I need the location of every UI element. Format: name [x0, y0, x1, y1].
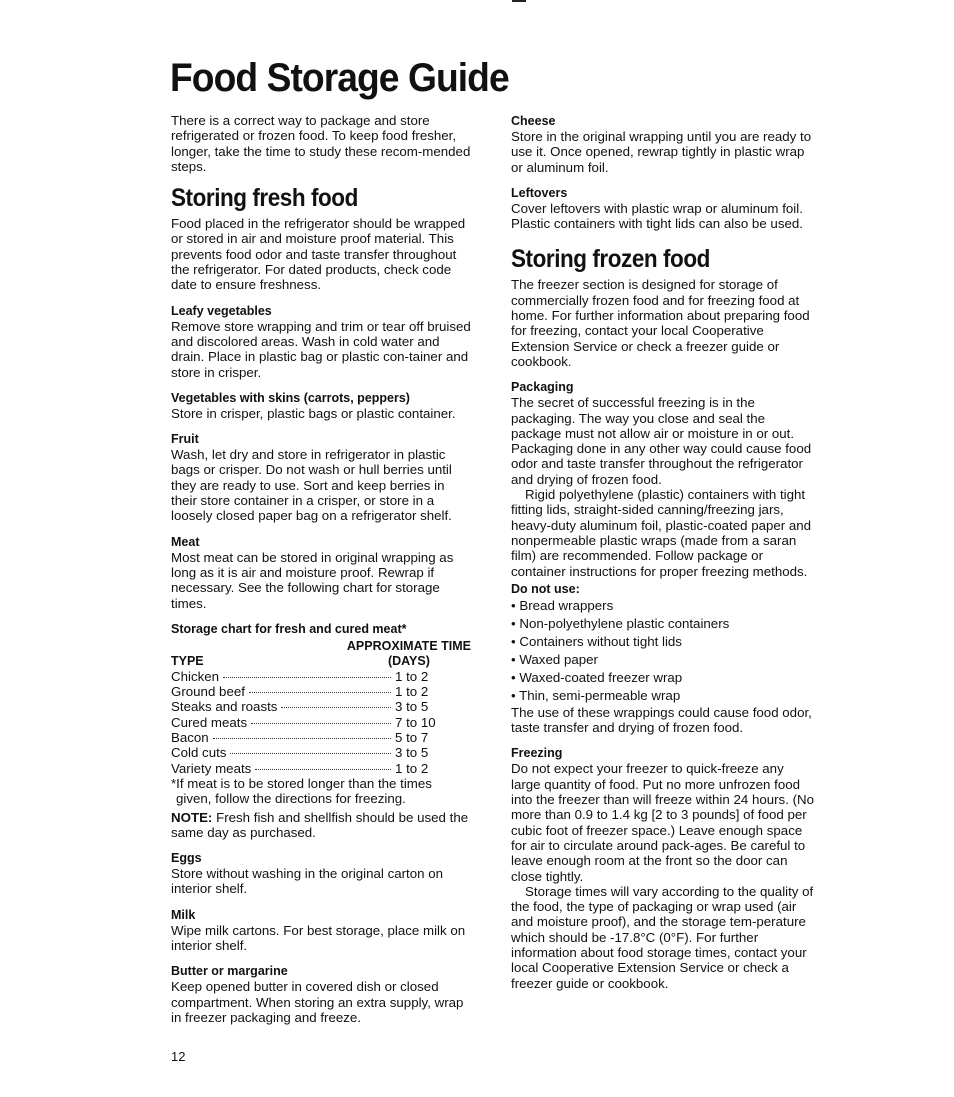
chart-row	[171, 684, 437, 699]
chart-row-type: Variety meats	[171, 760, 252, 776]
frozen-food-intro: The freezer section is designed for storage of commercially frozen food and for freezing food at home. For further information about preparing food for freezing, contact your local Cooperative Extension Service or check a freezer guide or cookbook.	[511, 277, 810, 369]
meat-chart-rows	[171, 669, 471, 776]
leftovers-text: Cover leftovers with plastic wrap or aluminum foil. Plastic containers with tight lids can also be used.	[511, 200, 803, 232]
scan-mark	[512, 0, 526, 2]
chart-row-days: 1 to 2	[395, 684, 429, 700]
note-label: NOTE:	[171, 809, 213, 825]
cheese-heading: Cheese	[511, 114, 556, 128]
chart-row-leader	[249, 692, 391, 693]
fruit-text: Wash, let dry and store in refrigerator in plastic bags or crisper. Do not wash or hull berries until they are ready to use. Sort and keep berries in their store container in a crisper, or store in a loosely closed paper bag on a refrigerator shelf.	[171, 447, 452, 524]
chart-row-days: 3 to 5	[395, 745, 429, 761]
chart-row-days: 7 to 10	[395, 714, 436, 730]
chart-row-leader	[230, 753, 391, 754]
leafy-vegetables-heading: Leafy vegetables	[171, 303, 272, 318]
freezing-text-2: Storage times will vary according to the quality of the food, the type of packaging or wrap used (air and moisture proof), and the storage tem-perature which should be -17.8°C (0°F). For further information about food storage times, contact your local Cooperative Extension Service or check a freezer guide or cookbook.	[511, 883, 814, 991]
milk-heading: Milk	[171, 907, 196, 922]
do-not-use-after: The use of these wrappings could cause food odor, taste transfer and drying of frozen food.	[511, 704, 812, 736]
chart-row	[171, 669, 437, 684]
chart-row-type: Ground beef	[171, 684, 245, 700]
chart-row-leader	[255, 769, 391, 770]
packaging-text-1: The secret of successful freezing is in the packaging. The way you close and seal the package must not allow air or moisture in or out. Packaging done in any other way could cause food odor and taste transfer throughout the refrigerator and drying of frozen food.	[511, 395, 812, 487]
milk-text: Wipe milk cartons. For best storage, place milk on interior shelf.	[171, 922, 466, 953]
chart-row	[171, 730, 437, 745]
leafy-vegetables-text: Remove store wrapping and trim or tear off bruised and discolored areas. Wash in cold water and drain. Place in plastic bag or plastic con-tainer and store in crisper.	[171, 318, 471, 380]
chart-row-leader	[213, 738, 391, 739]
do-not-use-item: • Containers without tight lids	[511, 633, 816, 651]
right-column	[511, 113, 816, 991]
chart-col-days-label: (DAYS)	[387, 653, 430, 668]
chart-row-type: Cured meats	[171, 714, 248, 730]
do-not-use-item: • Non-polyethylene plastic containers	[511, 615, 816, 633]
chart-row-days: 3 to 5	[395, 699, 429, 715]
left-column	[171, 113, 471, 1025]
cheese-text: Store in the original wrapping until you are ready to use it. Once opened, rewrap tightly in plastic wrap or aluminum foil.	[511, 129, 812, 175]
do-not-use-item: • Waxed paper	[511, 651, 816, 669]
chart-row-leader	[281, 707, 391, 708]
chart-row-days: 1 to 2	[395, 668, 429, 684]
do-not-use-heading: Do not use:	[511, 581, 580, 596]
fruit-heading: Fruit	[171, 432, 199, 447]
meat-text: Most meat can be stored in original wrapping as long as it is air and moisture proof. Rewrap if necessary. See the following chart for storage times.	[171, 549, 454, 611]
eggs-text: Store without washing in the original carton on interior shelf.	[171, 866, 444, 897]
chart-row-type: Bacon	[171, 730, 209, 746]
chart-row-type: Steaks and roasts	[171, 699, 278, 715]
frozen-food-heading: Storing frozen food	[511, 245, 710, 274]
packaging-text-2: Rigid polyethylene (plastic) containers with tight fitting lids, straight-sided canning/freezing jars, heavy-duty aluminum foil, plastic-coated paper and nonpermeable plastic wraps (made from a saran film) are recommended. Follow package or container instructions for proper freezing methods.	[511, 487, 812, 579]
do-not-use-item: • Waxed-coated freezer wrap	[511, 669, 816, 687]
chart-row-type: Cold cuts	[171, 745, 227, 761]
vegetables-skins-heading: Vegetables with skins (carrots, peppers)	[171, 390, 410, 405]
do-not-use-item: • Bread wrappers	[511, 597, 816, 615]
eggs-heading: Eggs	[171, 851, 202, 866]
chart-row-days: 1 to 2	[395, 760, 429, 776]
chart-row	[171, 745, 437, 760]
chart-footnote: *If meat is to be stored longer than the times given, follow the directions for freezing.	[171, 775, 432, 807]
chart-row	[171, 699, 437, 714]
vegetables-skins-text: Store in crisper, plastic bags or plastic container.	[171, 405, 456, 421]
fresh-food-intro: Food placed in the refrigerator should be wrapped or stored in air and moisture proof material. This prevents food odor and taste transfer throughout the refrigerator. For dated products, check code date to ensure freshness.	[171, 216, 466, 293]
chart-col-type: TYPE	[171, 653, 204, 668]
chart-row-type: Chicken	[171, 668, 220, 684]
fish-note	[171, 810, 471, 841]
butter-text: Keep opened butter in covered dish or closed compartment. When storing an extra supply, wrap in freezer packaging and freeze.	[171, 979, 464, 1025]
chart-row-days: 5 to 7	[395, 730, 429, 746]
chart-row	[171, 715, 437, 730]
freezing-heading: Freezing	[511, 746, 563, 761]
page-number: 12	[171, 1049, 186, 1064]
chart-col-time-label: APPROXIMATE TIME	[346, 638, 471, 653]
intro-text: There is a correct way to package and store refrigerated or frozen food. To keep food fresher, longer, take the time to study these recom-mended steps.	[171, 113, 471, 174]
butter-heading: Butter or margarine	[171, 964, 288, 979]
fresh-food-heading: Storing fresh food	[171, 184, 358, 213]
leftovers-heading: Leftovers	[511, 185, 568, 200]
meat-chart-heading: Storage chart for fresh and cured meat*	[171, 621, 407, 636]
do-not-use-item: • Thin, semi-permeable wrap	[511, 687, 816, 705]
chart-row	[171, 761, 437, 776]
packaging-heading: Packaging	[511, 380, 574, 395]
chart-row-leader	[223, 677, 391, 678]
note-text: Fresh fish and shellfish should be used the same day as purchased.	[171, 809, 469, 840]
freezing-text-1: Do not expect your freezer to quick-freeze any large quantity of food. Put no more unfrozen food into the freezer than will freeze within 24 hours. (No more than 0.9 to 1.4 kg [2 to 3 pounds] of food per cubic foot of freezer space.) Leave enough space for air to circulate around pack-ages. Be careful to leave enough room at the front so the door can close tightly.	[511, 761, 815, 884]
meat-heading: Meat	[171, 534, 200, 549]
chart-col-time	[347, 639, 471, 669]
do-not-use-list	[511, 597, 816, 705]
page-title: Food Storage Guide	[170, 56, 509, 100]
chart-row-leader	[251, 723, 391, 724]
meat-chart-header	[171, 639, 471, 669]
